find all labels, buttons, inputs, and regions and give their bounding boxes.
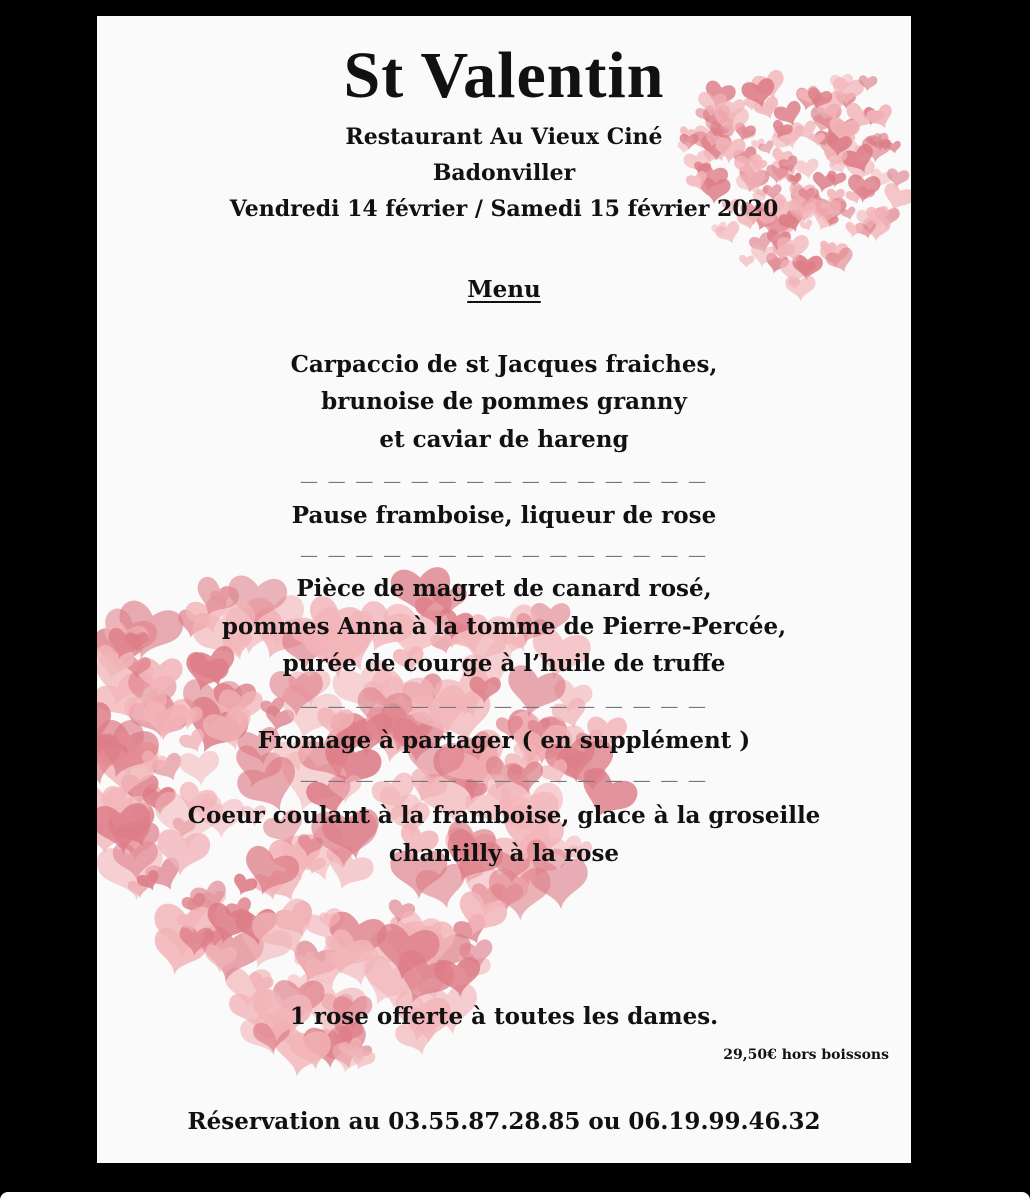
menu-heading-text: Menu (467, 276, 541, 303)
course-4-line-1: Fromage à partager ( en supplément ) (257, 727, 751, 754)
course-1-line-3: et caviar de hareng (379, 426, 629, 453)
menu-page (97, 16, 911, 1163)
gift-note: 1 rose offerte à toutes les dames. (289, 1003, 719, 1030)
price-note: 29,50€ hors boissons (723, 1047, 889, 1063)
menu-heading (97, 272, 911, 308)
course-3-line-1: Pièce de magret de canard rosé, (296, 575, 712, 602)
town-name: Badonviller (432, 160, 576, 186)
course-5-line-2: chantilly à la rose (388, 840, 620, 867)
course-3-line-2: pommes Anna à la tomme de Pierre-Percée, (221, 613, 787, 640)
course-1-line-2: brunoise de pommes granny (321, 388, 687, 415)
page-title: St Valentin (343, 39, 665, 112)
reservation-info: Réservation au 03.55.87.28.85 ou 06.19.99.46.32 (187, 1108, 821, 1135)
separator-3: — — — — — — — — — — — — — — — (299, 696, 709, 717)
separator-1: — — — — — — — — — — — — — — — (299, 471, 709, 492)
restaurant-name: Restaurant Au Vieux Ciné (345, 124, 663, 150)
separator-2: — — — — — — — — — — — — — — — (299, 545, 709, 566)
event-dates: Vendredi 14 février / Samedi 15 février 2020 (229, 196, 779, 222)
course-3-line-3: purée de courge à l’huile de truffe (282, 650, 726, 677)
menu-content (97, 16, 911, 1163)
course-2-line-1: Pause framboise, liqueur de rose (291, 502, 717, 529)
course-1-line-1: Carpaccio de st Jacques fraiches, (290, 351, 718, 378)
separator-4: — — — — — — — — — — — — — — — (299, 770, 709, 791)
bottom-edge (0, 1192, 1030, 1200)
course-5-line-1: Coeur coulant à la framboise, glace à la groseille (187, 802, 821, 829)
